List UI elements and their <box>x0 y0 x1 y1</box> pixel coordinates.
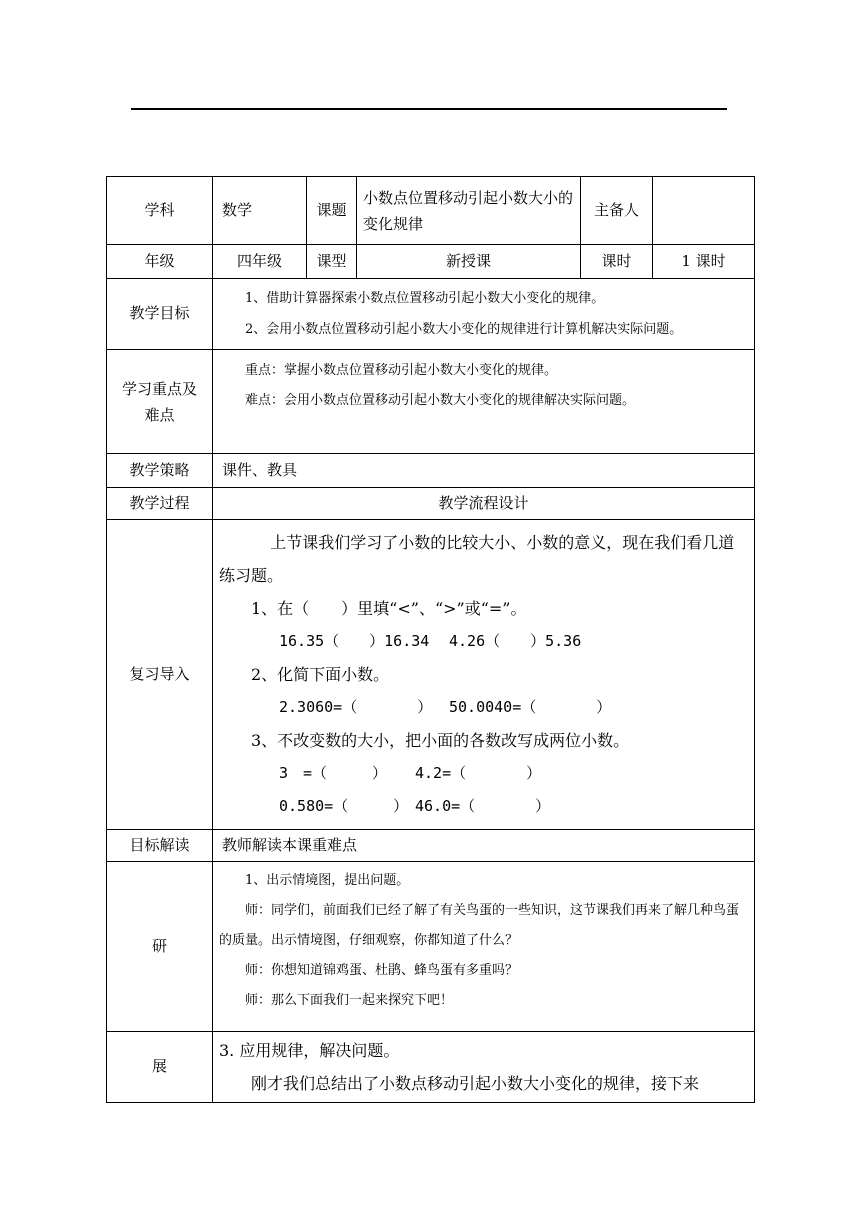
display-content <box>213 1032 755 1103</box>
review-q2-a: 2.3060=（ ） <box>279 698 433 716</box>
review-content <box>213 520 755 830</box>
topic-label: 课题 <box>307 177 357 245</box>
display-label: 展 <box>107 1032 213 1103</box>
preparer-value <box>653 177 755 245</box>
interpret-value: 教师解读本课重难点 <box>213 830 755 862</box>
research-line: 1、出示情境图，提出问题。 <box>245 873 410 888</box>
type-value: 新授课 <box>357 245 581 279</box>
review-q2-b: 50.0040=（ ） <box>449 698 612 716</box>
review-intro: 上节课我们学习了小数的比较大小、小数的意义，现在我们看几道练习题。 <box>219 533 735 585</box>
research-line: 师：你想知道锦鸡蛋、杜鹃、蜂鸟蛋有多重吗？ <box>245 963 519 978</box>
header-rule <box>131 108 727 110</box>
goal-item: 2、会用小数点位置移动引起小数大小变化的规律进行计算机解决实际问题。 <box>245 322 683 337</box>
display-line2: 刚才我们总结出了小数点移动引起小数大小变化的规律，接下来 <box>251 1074 700 1093</box>
row-grade <box>107 245 755 279</box>
key-point: 重点：掌握小数点位置移动引起小数大小变化的规律。 <box>245 363 558 378</box>
research-content <box>213 862 755 1032</box>
goals-label: 教学目标 <box>107 279 213 350</box>
review-q3-c: 0.580=（ ） <box>279 797 409 815</box>
strategy-value: 课件、教具 <box>213 454 755 488</box>
review-q1-a: 16.35（ ）16.34 <box>279 632 430 650</box>
goal-item: 1、借助计算器探索小数点位置移动引起小数大小变化的规律。 <box>245 291 605 306</box>
preparer-label: 主备人 <box>581 177 653 245</box>
review-label: 复习导入 <box>107 520 213 830</box>
topic-value: 小数点位置移动引起小数大小的变化规律 <box>357 177 581 245</box>
research-line: 师：那么下面我们一起来探究下吧！ <box>245 993 454 1008</box>
goals-content <box>213 279 755 350</box>
strategy-label: 教学策略 <box>107 454 213 488</box>
subject-value: 数学 <box>213 177 307 245</box>
lesson-plan-table <box>106 176 755 1103</box>
review-q1-b: 4.26（ ）5.36 <box>449 632 582 650</box>
review-q3-answers-2 <box>219 790 746 823</box>
research-label: 研 <box>107 862 213 1032</box>
row-process <box>107 488 755 520</box>
research-line: 师：同学们，前面我们已经了解了有关鸟蛋的一些知识，这节课我们再来了解几种鸟蛋的质量。出示情境图，仔细观察，你都知道了什么？ <box>219 903 740 948</box>
row-research <box>107 862 755 1032</box>
row-interpret <box>107 830 755 862</box>
row-focus <box>107 350 755 454</box>
hours-value: 1 课时 <box>653 245 755 279</box>
hours-label: 课时 <box>581 245 653 279</box>
interpret-label: 目标解读 <box>107 830 213 862</box>
review-q3-b: 4.2=（ ） <box>415 764 542 782</box>
review-q2-answers <box>219 691 746 724</box>
row-strategy <box>107 454 755 488</box>
row-goals <box>107 279 755 350</box>
review-q1: 1、在（ ）里填“<”、“>”或“=”。 <box>251 599 527 618</box>
grade-value: 四年级 <box>213 245 307 279</box>
review-q1-answers <box>219 625 746 658</box>
type-label: 课型 <box>307 245 357 279</box>
difficulty: 难点：会用小数点位置移动引起小数大小变化的规律解决实际问题。 <box>245 393 636 408</box>
focus-label <box>107 350 213 454</box>
process-value: 教学流程设计 <box>213 488 755 520</box>
review-q3-answers-1 <box>219 757 746 790</box>
focus-label-line1: 学习重点及 <box>121 379 197 398</box>
row-review <box>107 520 755 830</box>
focus-label-line2: 难点 <box>144 405 175 424</box>
row-subject <box>107 177 755 245</box>
review-q2: 2、化简下面小数。 <box>251 665 390 684</box>
process-label: 教学过程 <box>107 488 213 520</box>
review-q3-a: 3 =（ ） <box>279 764 388 782</box>
row-display <box>107 1032 755 1103</box>
review-q3: 3、不改变数的大小，把小面的各数改写成两位小数。 <box>251 731 630 750</box>
subject-label: 学科 <box>107 177 213 245</box>
grade-label: 年级 <box>107 245 213 279</box>
focus-content <box>213 350 755 454</box>
review-q3-d: 46.0=（ ） <box>415 797 551 815</box>
display-line1: 3. 应用规律，解决问题。 <box>219 1041 400 1060</box>
